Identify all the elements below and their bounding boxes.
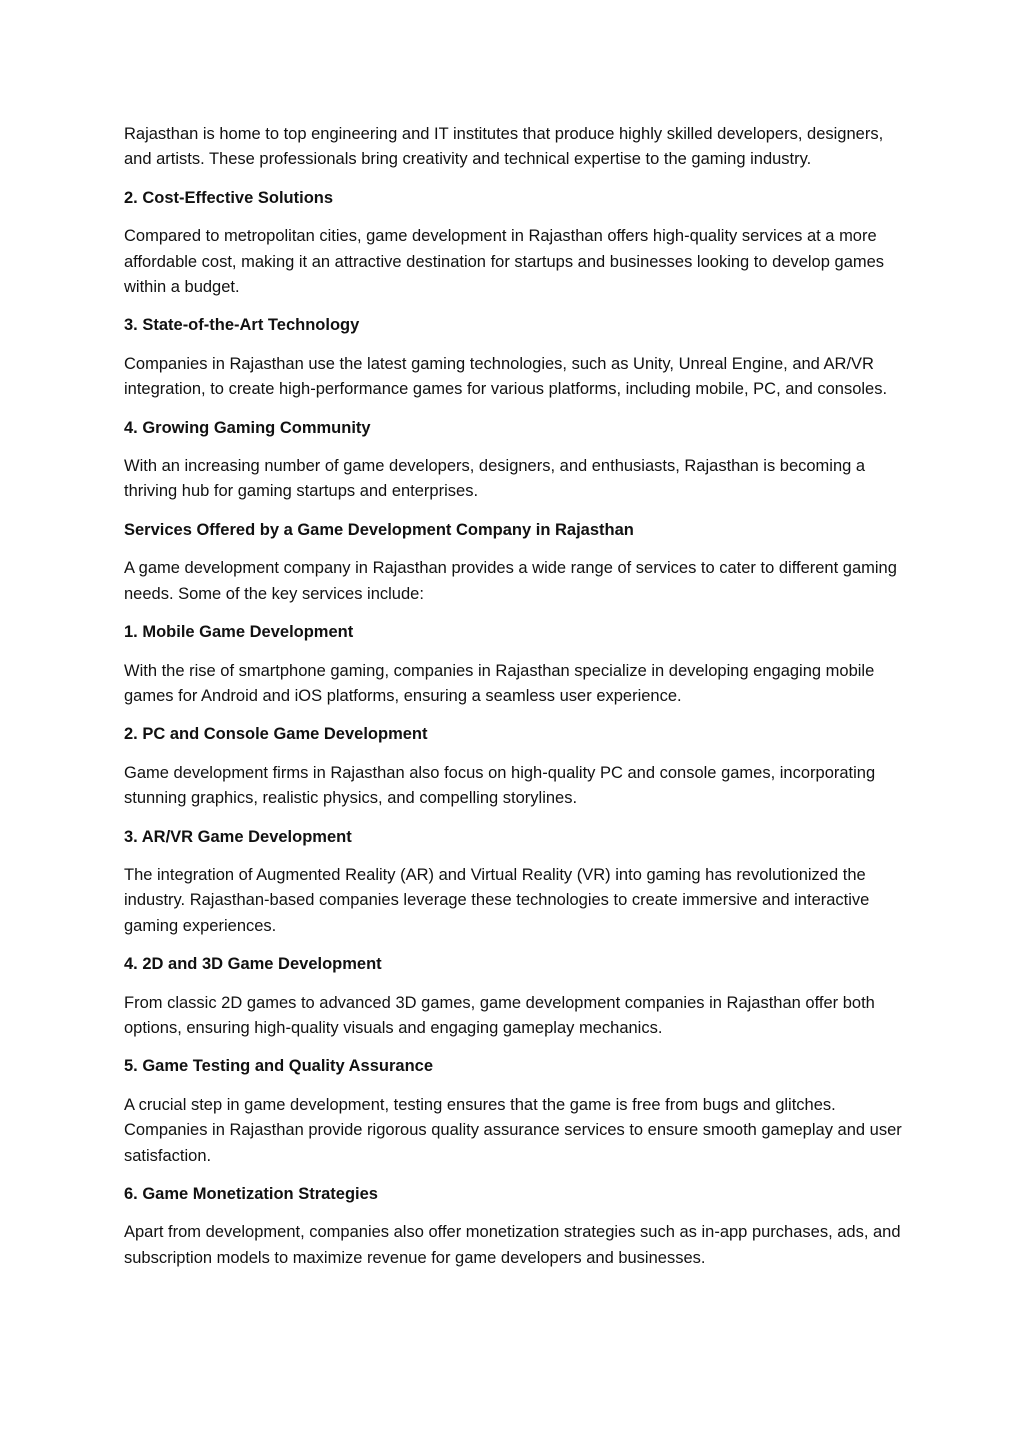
services-heading: Services Offered by a Game Development Company in Rajasthan	[124, 520, 634, 539]
body-paragraph: A game development company in Rajasthan provides a wide range of services to cater to different gaming needs. Some of the key services include:	[124, 559, 897, 603]
section-heading: 1. Mobile Game Development	[124, 623, 354, 642]
document-page	[124, 122, 904, 1284]
section-heading: 2. PC and Console Game Development	[124, 725, 428, 744]
body-paragraph: Apart from development, companies also offer monetization strategies such as in-app purchases, ads, and subscription models to maximize revenue for game developers and businesses.	[124, 1223, 901, 1267]
body-paragraph: A crucial step in game development, testing ensures that the game is free from bugs and glitches. Companies in Rajasthan provide rigorous quality assurance services to ensure smooth gameplay and user satisfaction.	[124, 1095, 902, 1165]
section-heading: 3. AR/VR Game Development	[124, 827, 352, 846]
section-heading: 2. Cost-Effective Solutions	[124, 188, 334, 207]
section-heading: 4. Growing Gaming Community	[124, 418, 371, 437]
section-heading: 5. Game Testing and Quality Assurance	[124, 1057, 434, 1076]
body-paragraph: With an increasing number of game developers, designers, and enthusiasts, Rajasthan is becoming a thriving hub for gaming startups and enterprises.	[124, 457, 866, 501]
body-paragraph: With the rise of smartphone gaming, companies in Rajasthan specialize in developing engaging mobile games for Android and iOS platforms, ensuring a seamless user experience.	[124, 661, 875, 705]
body-paragraph: Game development firms in Rajasthan also focus on high-quality PC and console games, incorporating stunning graphics, realistic physics, and compelling storylines.	[124, 763, 876, 808]
intro-paragraph: Rajasthan is home to top engineering and IT institutes that produce highly skilled developers, designers, and artists. These professionals bring creativity and technical expertise to the gaming industry.	[124, 125, 884, 169]
body-paragraph: Compared to metropolitan cities, game development in Rajasthan offers high-quality services at a more affordable cost, making it an attractive destination for startups and businesses looking to develop games within a budget.	[124, 227, 885, 297]
section-heading: 3. State-of-the-Art Technology	[124, 316, 360, 335]
body-paragraph: From classic 2D games to advanced 3D games, game development companies in Rajasthan offer both options, ensuring high-quality visuals and engaging gameplay mechanics.	[124, 993, 875, 1037]
section-heading: 4. 2D and 3D Game Development	[124, 955, 382, 974]
body-paragraph: Companies in Rajasthan use the latest gaming technologies, such as Unity, Unreal Engine, and AR/VR integration, to create high-performance games for various platforms, including mobile, PC, and consoles.	[124, 354, 888, 399]
section-heading: 6. Game Monetization Strategies	[124, 1185, 378, 1203]
body-paragraph: The integration of Augmented Reality (AR) and Virtual Reality (VR) into gaming has revolutionized the industry. Rajasthan-based companies leverage these technologies to create immersive and interactive gaming experiences.	[124, 865, 870, 935]
